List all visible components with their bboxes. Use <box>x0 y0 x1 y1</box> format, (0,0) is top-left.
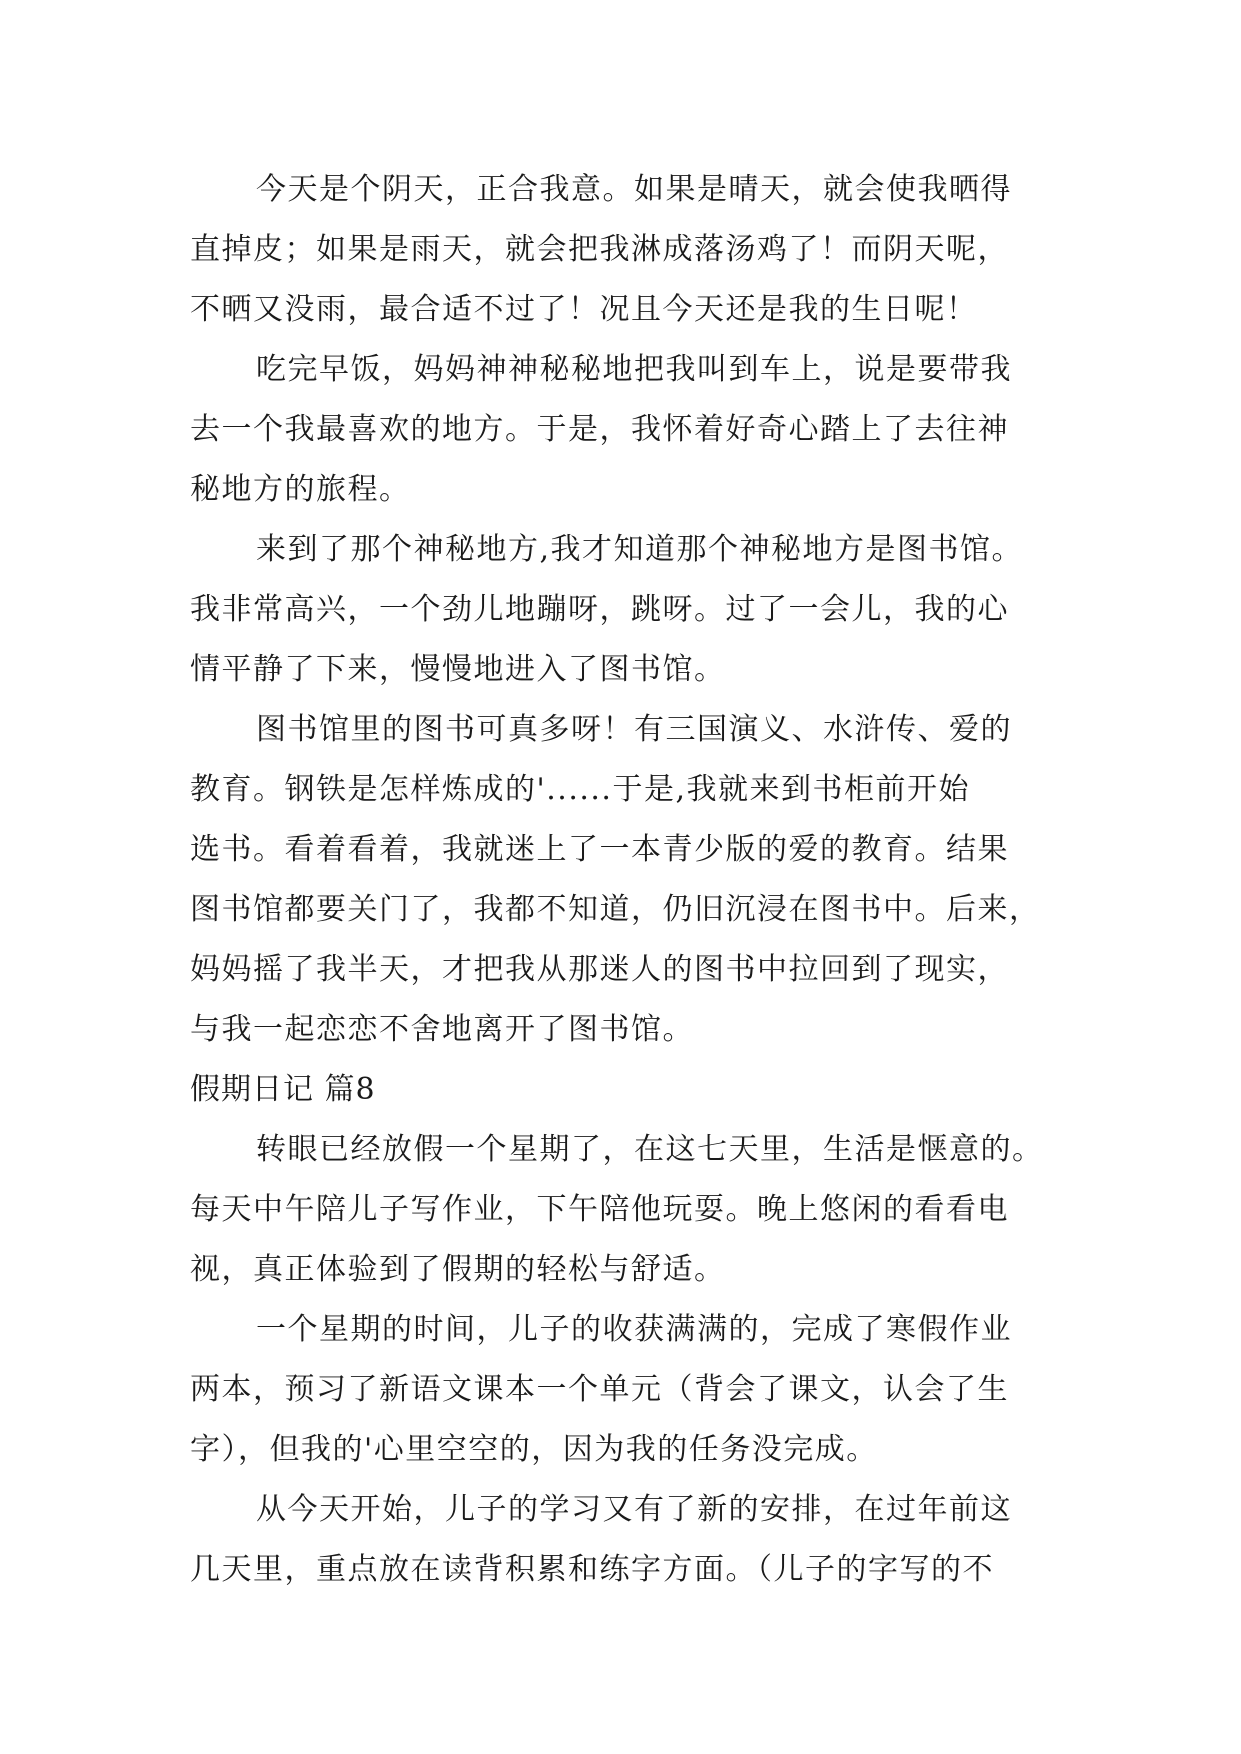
paragraph-line: 吃完早饭，妈妈神神秘秘地把我叫到车上，说是要带我 <box>256 352 1012 387</box>
section-heading: 假期日记 篇8 <box>190 1072 376 1107</box>
paragraph-line: 选书。看着看着，我就迷上了一本青少版的爱的教育。结果 <box>190 832 1009 867</box>
paragraph-line: 两本，预习了新语文课本一个单元（背会了课文，认会了生 <box>190 1372 1009 1407</box>
paragraph-line: 不晒又没雨，最合适不过了！况且今天还是我的生日呢！ <box>190 292 978 327</box>
paragraph <box>190 340 1070 520</box>
paragraph-line: 几天里，重点放在读背积累和练字方面。（儿子的字写的不 <box>190 1552 994 1587</box>
paragraph <box>190 160 1070 340</box>
paragraph-line: 情平静了下来，慢慢地进入了图书馆。 <box>190 652 726 687</box>
paragraph-line: 转眼已经放假一个星期了，在这七天里，生活是惬意的。 <box>256 1132 1044 1167</box>
paragraph <box>190 700 1070 1060</box>
paragraph-line: 一个星期的时间，儿子的收获满满的，完成了寒假作业 <box>256 1312 1012 1347</box>
paragraph-line: 秘地方的旅程。 <box>190 472 411 507</box>
paragraph <box>190 1300 1070 1480</box>
paragraph-line: 每天中午陪儿子写作业，下午陪他玩耍。晚上悠闲的看看电 <box>190 1192 1009 1227</box>
paragraph-line: 从今天开始，儿子的学习又有了新的安排，在过年前这 <box>256 1492 1012 1527</box>
paragraph-line: 今天是个阴天，正合我意。如果是晴天，就会使我晒得 <box>256 172 1012 207</box>
paragraph-line: 妈妈摇了我半天，才把我从那迷人的图书中拉回到了现实， <box>190 952 1009 987</box>
paragraph <box>190 1120 1070 1300</box>
paragraph-line: 直掉皮；如果是雨天，就会把我淋成落汤鸡了！而阴天呢， <box>190 232 1009 267</box>
paragraph <box>190 520 1070 700</box>
paragraph-line: 视，真正体验到了假期的轻松与舒适。 <box>190 1252 726 1287</box>
paragraph-line: 来到了那个神秘地方,我才知道那个神秘地方是图书馆。 <box>256 532 1024 567</box>
paragraph-line: 图书馆里的图书可真多呀！有三国演义、水浒传、爱的 <box>256 712 1012 747</box>
document-body <box>190 160 1070 1600</box>
paragraph-line: 与我一起恋恋不舍地离开了图书馆。 <box>190 1012 694 1047</box>
paragraph-line: 图书馆都要关门了，我都不知道，仍旧沉浸在图书中。后来， <box>190 892 1041 927</box>
paragraph <box>190 1480 1070 1600</box>
paragraph-line: 字），但我的'心里空空的，因为我的任务没完成。 <box>190 1432 878 1467</box>
paragraph-line: 我非常高兴，一个劲儿地蹦呀，跳呀。过了一会儿，我的心 <box>190 592 1009 627</box>
paragraph-line: 去一个我最喜欢的地方。于是，我怀着好奇心踏上了去往神 <box>190 412 1009 447</box>
paragraph-line: 教育。钢铁是怎样炼成的'......于是,我就来到书柜前开始 <box>190 772 970 807</box>
